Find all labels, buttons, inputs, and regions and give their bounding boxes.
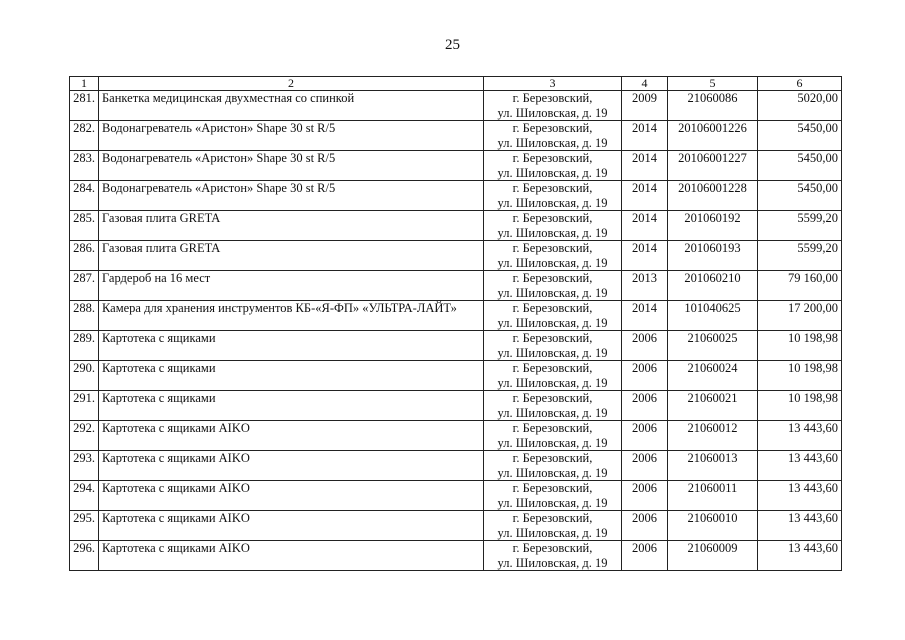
inventory-number: 20106001228 [668, 181, 758, 211]
inventory-number: 21060010 [668, 511, 758, 541]
item-name: Газовая плита GRETA [99, 241, 484, 271]
address-line-city: г. Березовский, [512, 91, 593, 105]
item-cost: 5450,00 [758, 151, 842, 181]
item-cost: 5450,00 [758, 181, 842, 211]
page-number: 25 [445, 37, 460, 53]
inventory-number: 21060009 [668, 541, 758, 571]
row-number: 290. [70, 361, 99, 391]
inventory-number: 201060210 [668, 271, 758, 301]
item-year: 2014 [622, 211, 668, 241]
item-name: Водонагреватель «Аристон» Shape 30 st R/5 [99, 151, 484, 181]
inventory-number: 101040625 [668, 301, 758, 331]
item-cost: 5599,20 [758, 241, 842, 271]
inventory-number: 21060086 [668, 91, 758, 121]
address-line-city: г. Березовский, [512, 301, 593, 315]
column-header-5: 5 [668, 77, 758, 91]
row-number: 284. [70, 181, 99, 211]
address-line-street: ул. Шиловская, д. 19 [497, 375, 608, 390]
row-number: 282. [70, 121, 99, 151]
item-address [484, 331, 622, 361]
address-line-street: ул. Шиловская, д. 19 [497, 165, 608, 180]
item-name: Картотека с ящиками AIKO [99, 421, 484, 451]
column-header-4: 4 [622, 77, 668, 91]
item-address [484, 391, 622, 421]
item-cost: 10 198,98 [758, 331, 842, 361]
column-header-6: 6 [758, 77, 842, 91]
address-line-street: ул. Шиловская, д. 19 [497, 285, 608, 300]
table-header [70, 77, 842, 91]
item-address [484, 271, 622, 301]
item-year: 2006 [622, 481, 668, 511]
item-year: 2014 [622, 241, 668, 271]
inventory-number: 21060024 [668, 361, 758, 391]
inventory-number: 201060193 [668, 241, 758, 271]
item-cost: 13 443,60 [758, 421, 842, 451]
table-row [70, 331, 842, 361]
table-body [70, 91, 842, 571]
item-cost: 13 443,60 [758, 451, 842, 481]
table-row [70, 541, 842, 571]
item-address [484, 421, 622, 451]
item-cost: 13 443,60 [758, 481, 842, 511]
item-name: Картотека с ящиками [99, 361, 484, 391]
address-line-street: ул. Шиловская, д. 19 [497, 315, 608, 330]
item-address [484, 541, 622, 571]
item-address [484, 451, 622, 481]
item-address [484, 91, 622, 121]
row-number: 295. [70, 511, 99, 541]
item-address [484, 301, 622, 331]
table-row [70, 421, 842, 451]
address-line-street: ул. Шиловская, д. 19 [497, 345, 608, 360]
row-number: 288. [70, 301, 99, 331]
table-row [70, 511, 842, 541]
address-line-city: г. Березовский, [512, 181, 593, 195]
inventory-number: 20106001227 [668, 151, 758, 181]
table-row [70, 481, 842, 511]
row-number: 296. [70, 541, 99, 571]
inventory-number: 21060021 [668, 391, 758, 421]
item-year: 2006 [622, 421, 668, 451]
item-name: Камера для хранения инструментов КБ-«Я-ФП» «УЛЬТРА-ЛАЙТ» [99, 301, 484, 331]
table-row [70, 391, 842, 421]
address-line-city: г. Березовский, [512, 271, 593, 285]
table-row [70, 151, 842, 181]
item-name: Картотека с ящиками AIKO [99, 481, 484, 511]
address-line-city: г. Березовский, [512, 361, 593, 375]
address-line-street: ул. Шиловская, д. 19 [497, 105, 608, 120]
row-number: 285. [70, 211, 99, 241]
inventory-number: 21060012 [668, 421, 758, 451]
address-line-city: г. Березовский, [512, 481, 593, 495]
column-header-1: 1 [70, 77, 99, 91]
item-year: 2014 [622, 301, 668, 331]
row-number: 292. [70, 421, 99, 451]
item-cost: 5020,00 [758, 91, 842, 121]
row-number: 294. [70, 481, 99, 511]
table-row [70, 241, 842, 271]
item-name: Картотека с ящиками [99, 391, 484, 421]
item-cost: 10 198,98 [758, 391, 842, 421]
inventory-number: 20106001226 [668, 121, 758, 151]
address-line-street: ул. Шиловская, д. 19 [497, 405, 608, 420]
inventory-number: 21060011 [668, 481, 758, 511]
item-year: 2006 [622, 541, 668, 571]
item-address [484, 121, 622, 151]
address-line-street: ул. Шиловская, д. 19 [497, 555, 608, 570]
item-cost: 17 200,00 [758, 301, 842, 331]
address-line-city: г. Березовский, [512, 541, 593, 555]
table-row [70, 361, 842, 391]
item-year: 2006 [622, 391, 668, 421]
header-row [70, 77, 842, 91]
address-line-city: г. Березовский, [512, 211, 593, 225]
address-line-street: ул. Шиловская, д. 19 [497, 225, 608, 240]
item-cost: 13 443,60 [758, 541, 842, 571]
address-line-city: г. Березовский, [512, 421, 593, 435]
address-line-city: г. Березовский, [512, 331, 593, 345]
inventory-number: 21060025 [668, 331, 758, 361]
item-address [484, 151, 622, 181]
item-address [484, 211, 622, 241]
item-address [484, 481, 622, 511]
address-line-city: г. Березовский, [512, 451, 593, 465]
row-number: 289. [70, 331, 99, 361]
item-name: Картотека с ящиками AIKO [99, 511, 484, 541]
item-name: Гардероб на 16 мест [99, 271, 484, 301]
address-line-street: ул. Шиловская, д. 19 [497, 255, 608, 270]
address-line-city: г. Березовский, [512, 511, 593, 525]
item-year: 2014 [622, 181, 668, 211]
item-name: Картотека с ящиками [99, 331, 484, 361]
item-cost: 10 198,98 [758, 361, 842, 391]
table-row [70, 91, 842, 121]
table-row [70, 211, 842, 241]
item-year: 2009 [622, 91, 668, 121]
item-address [484, 511, 622, 541]
address-line-street: ул. Шиловская, д. 19 [497, 135, 608, 150]
inventory-number: 201060192 [668, 211, 758, 241]
item-year: 2006 [622, 331, 668, 361]
column-header-3: 3 [484, 77, 622, 91]
address-line-street: ул. Шиловская, д. 19 [497, 495, 608, 510]
address-line-street: ул. Шиловская, д. 19 [497, 195, 608, 210]
table-row [70, 121, 842, 151]
address-line-street: ул. Шиловская, д. 19 [497, 435, 608, 450]
inventory-number: 21060013 [668, 451, 758, 481]
address-line-city: г. Березовский, [512, 121, 593, 135]
item-cost: 5450,00 [758, 121, 842, 151]
item-year: 2006 [622, 511, 668, 541]
item-name: Водонагреватель «Аристон» Shape 30 st R/5 [99, 181, 484, 211]
column-header-2: 2 [99, 77, 484, 91]
inventory-table [69, 76, 842, 571]
item-year: 2006 [622, 451, 668, 481]
item-address [484, 181, 622, 211]
row-number: 286. [70, 241, 99, 271]
row-number: 287. [70, 271, 99, 301]
item-name: Банкетка медицинская двухместная со спинкой [99, 91, 484, 121]
address-line-city: г. Березовский, [512, 391, 593, 405]
item-year: 2014 [622, 121, 668, 151]
item-name: Водонагреватель «Аристон» Shape 30 st R/5 [99, 121, 484, 151]
item-name: Газовая плита GRETA [99, 211, 484, 241]
table-row [70, 181, 842, 211]
item-address [484, 361, 622, 391]
address-line-city: г. Березовский, [512, 151, 593, 165]
item-name: Картотека с ящиками AIKO [99, 451, 484, 481]
table-row [70, 271, 842, 301]
item-cost: 5599,20 [758, 211, 842, 241]
address-line-street: ул. Шиловская, д. 19 [497, 525, 608, 540]
table-row [70, 301, 842, 331]
item-address [484, 241, 622, 271]
item-name: Картотека с ящиками AIKO [99, 541, 484, 571]
item-year: 2014 [622, 151, 668, 181]
row-number: 293. [70, 451, 99, 481]
address-line-street: ул. Шиловская, д. 19 [497, 465, 608, 480]
item-cost: 13 443,60 [758, 511, 842, 541]
row-number: 283. [70, 151, 99, 181]
row-number: 291. [70, 391, 99, 421]
item-year: 2013 [622, 271, 668, 301]
address-line-city: г. Березовский, [512, 241, 593, 255]
table-row [70, 451, 842, 481]
item-year: 2006 [622, 361, 668, 391]
item-cost: 79 160,00 [758, 271, 842, 301]
row-number: 281. [70, 91, 99, 121]
